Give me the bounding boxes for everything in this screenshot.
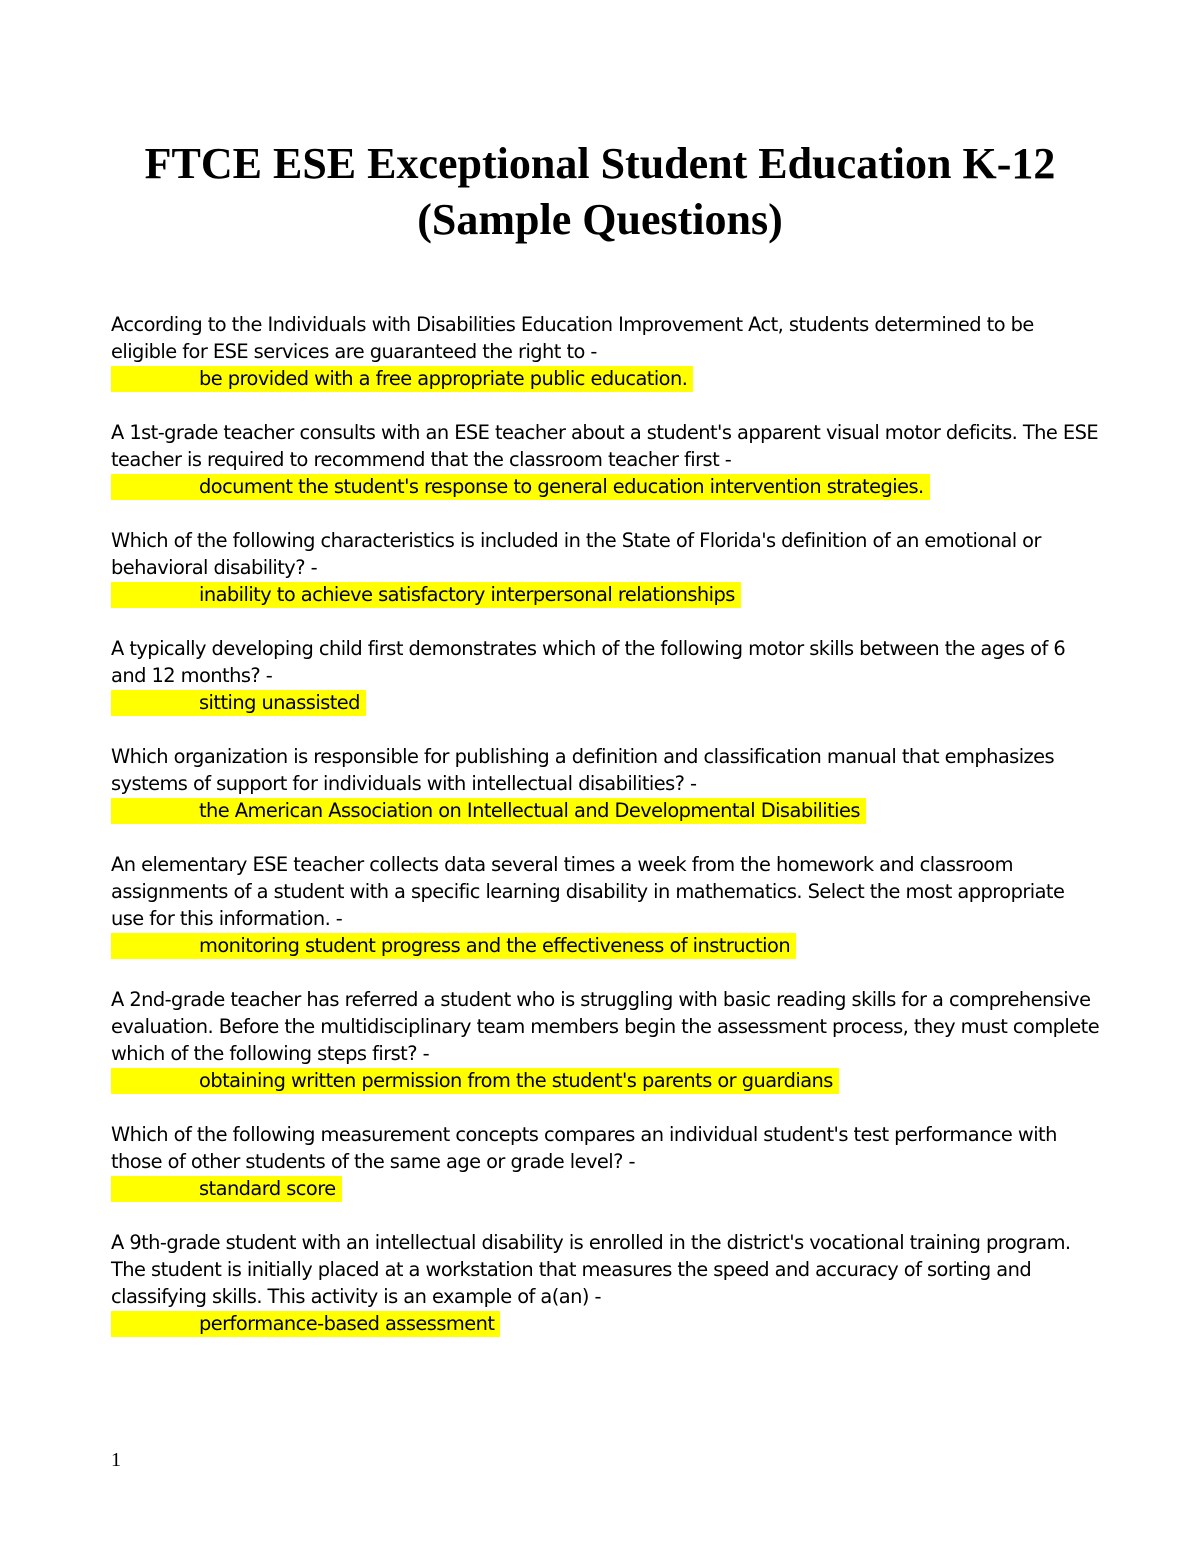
answer-text: be provided with a free appropriate public education. bbox=[199, 367, 688, 390]
answer-text: monitoring student progress and the effectiveness of instruction bbox=[199, 934, 791, 957]
answer-text: inability to achieve satisfactory interpersonal relationships bbox=[199, 583, 735, 606]
title-line-2: (Sample Questions) bbox=[417, 195, 783, 244]
question-item bbox=[111, 743, 1101, 824]
question-text: A 9th-grade student with an intellectual disability is enrolled in the district's vocational training program. The student is initially placed at a workstation that measures the speed and accuracy of sorting and classifying skills. This activity is an example of a(an) - bbox=[111, 1231, 1071, 1308]
question-text: A 1st-grade teacher consults with an ESE teacher about a student's apparent visual motor deficits. The ESE teacher is required to recommend that the classroom teacher first - bbox=[111, 421, 1099, 471]
question-text: Which organization is responsible for publishing a definition and classification manual that emphasizes systems of support for individuals with intellectual disabilities? - bbox=[111, 745, 1055, 795]
answer-row bbox=[111, 1310, 1101, 1337]
question-item bbox=[111, 986, 1101, 1094]
question-item bbox=[111, 1121, 1101, 1202]
title-line-1: FTCE ESE Exceptional Student Education K-12 bbox=[144, 139, 1056, 188]
question-item bbox=[111, 311, 1101, 392]
question-text: Which of the following characteristics is included in the State of Florida's definition of an emotional or behavioral disability? - bbox=[111, 529, 1041, 579]
answer-row bbox=[111, 689, 1101, 716]
question-item bbox=[111, 851, 1101, 959]
question-text: According to the Individuals with Disabilities Education Improvement Act, students determined to be eligible for ESE services are guaranteed the right to - bbox=[111, 313, 1034, 363]
answer-text: document the student's response to general education intervention strategies. bbox=[199, 475, 924, 498]
question-text: A typically developing child first demonstrates which of the following motor skills between the ages of 6 and 12 months? - bbox=[111, 637, 1066, 687]
question-item bbox=[111, 527, 1101, 608]
question-item bbox=[111, 419, 1101, 500]
question-item bbox=[111, 1229, 1101, 1337]
page-title bbox=[0, 136, 1200, 248]
answer-text: obtaining written permission from the student's parents or guardians bbox=[199, 1069, 833, 1092]
answer-text: the American Association on Intellectual and Developmental Disabilities bbox=[199, 799, 860, 822]
answer-row bbox=[111, 1067, 1101, 1094]
question-text: An elementary ESE teacher collects data several times a week from the homework and classroom assignments of a student with a specific learning disability in mathematics. Select the most appropriate use for this information. - bbox=[111, 853, 1065, 930]
answer-row bbox=[111, 365, 1101, 392]
answer-row bbox=[111, 473, 1101, 500]
question-list bbox=[111, 311, 1101, 1364]
answer-text: sitting unassisted bbox=[199, 691, 360, 714]
answer-text: performance-based assessment bbox=[199, 1312, 495, 1335]
question-text: Which of the following measurement concepts compares an individual student's test performance with those of other students of the same age or grade level? - bbox=[111, 1123, 1057, 1173]
answer-row bbox=[111, 932, 1101, 959]
answer-row bbox=[111, 1175, 1101, 1202]
answer-text: standard score bbox=[199, 1177, 336, 1200]
question-text: A 2nd-grade teacher has referred a student who is struggling with basic reading skills for a comprehensive evaluation. Before the multidisciplinary team members begin the assessment process, they must complete which of the following steps first? - bbox=[111, 988, 1100, 1065]
question-item bbox=[111, 635, 1101, 716]
page-number: 1 bbox=[111, 1449, 121, 1471]
answer-row bbox=[111, 797, 1101, 824]
answer-row bbox=[111, 581, 1101, 608]
